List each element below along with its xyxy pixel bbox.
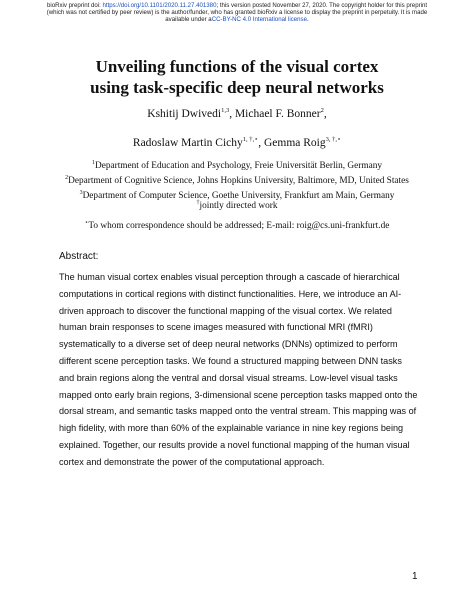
license-link[interactable]: CC-BY-NC 4.0 International license <box>211 16 307 24</box>
abstract-body <box>59 269 419 471</box>
abstract-line: high fidelity, with more than 60% of the explainable variance in nine key regions being <box>59 423 404 434</box>
abstract-heading: Abstract: <box>59 251 99 262</box>
affiliation-number: 2 <box>65 175 69 181</box>
abstract-line: driven approach to discover the functional mapping of the visual cortex. We related <box>59 305 392 316</box>
author-affiliation-marker: 1, †,⋆ <box>242 136 259 143</box>
title-line-1: Unveiling functions of the visual cortex <box>95 57 379 76</box>
author-separator: , <box>258 137 264 149</box>
abstract-line: systematically to a diverse set of deep neural networks (DNNs) optimized to perform <box>59 339 398 350</box>
banner-line-3-suffix: . <box>307 16 309 24</box>
author-name: Radoslaw Martin Cichy <box>132 137 243 149</box>
affiliation-text: Department of Computer Science, Goethe University, Frankfurt am Main, Germany <box>82 191 395 201</box>
author-affiliation-marker: 2 <box>320 107 324 114</box>
star-marker: ⋆ <box>84 220 89 226</box>
author-name: Gemma Roig <box>263 137 326 149</box>
affiliations <box>0 157 474 202</box>
correspondence-note <box>0 217 474 232</box>
abstract-line: mapped onto early brain regions, 3-dimensional scene perception tasks mapped onto the <box>59 389 418 400</box>
banner-line-1-suffix: ; this version posted November 27, 2020. The copyright holder for this preprint <box>216 2 428 9</box>
banner-line-3-prefix: available under a <box>165 16 212 24</box>
abstract-line: explained. Together, our results provide a novel functional mapping of the human visual <box>59 439 410 450</box>
preprint-banner <box>0 2 474 24</box>
author-name: Michael F. Bonner <box>234 108 321 120</box>
joint-direction-text: jointly directed work <box>199 201 278 211</box>
affiliation-number: 1 <box>91 160 95 166</box>
abstract-line: The human visual cortex enables visual perception through a cascade of hierarchical <box>59 272 400 282</box>
abstract-line: human brain responses to scene images measured with functional MRI (fMRI) <box>59 322 373 333</box>
correspondence-text: To whom correspondence should be addressed; E-mail: roig@cs.uni-frankfurt.de <box>88 221 390 231</box>
banner-line-1 <box>0 2 474 9</box>
abstract-line: cortex and demonstrate the power of the computational approach. <box>59 456 325 467</box>
banner-line-2: (which was not certified by peer review) is the author/funder, who has granted bioRxiv a license to display the preprint in perpetuity. It is made <box>46 9 428 17</box>
abstract-line: and brain regions along the ventral and dorsal visual streams. Low-level visual tasks <box>59 372 398 383</box>
affiliation-item <box>0 157 474 172</box>
title-line-2: using task-specific deep neural networks <box>90 78 384 97</box>
author-list-row-2 <box>0 133 474 150</box>
page-number: 1 <box>412 571 418 582</box>
affiliation-text: Department of Education and Psychology, Freie Universität Berlin, Germany <box>94 161 382 171</box>
banner-line-3 <box>0 16 474 23</box>
author-list-row-1 <box>0 104 474 121</box>
abstract-line: dorsal stream, and semantic tasks mapped onto the ventral stream. This mapping was of <box>59 406 417 417</box>
dagger-marker: † <box>196 200 200 206</box>
author-separator: , <box>229 108 235 120</box>
doi-link[interactable]: https://doi.org/10.1101/2020.11.27.401380 <box>102 2 217 9</box>
banner-line-1-prefix: bioRxiv preprint doi: <box>46 2 103 9</box>
author-affiliation-marker: 1,3 <box>221 107 230 114</box>
affiliation-number: 3 <box>79 190 83 196</box>
affiliation-text: Department of Cognitive Science, Johns Hopkins University, Baltimore, MD, United States <box>68 176 409 186</box>
abstract-line: different scene perception tasks. We found a structured mapping between DNN tasks <box>59 355 402 366</box>
joint-direction-note <box>0 197 474 212</box>
author-separator: , <box>323 108 327 120</box>
author-affiliation-marker: 3, †,⋆ <box>325 136 342 143</box>
author-name: Kshitij Dwivedi <box>147 108 222 120</box>
abstract-line: computations in cortical regions with distinct functionalities. Here, we introduce an AI- <box>59 288 402 299</box>
affiliation-item <box>0 172 474 187</box>
paper-title <box>0 56 474 98</box>
